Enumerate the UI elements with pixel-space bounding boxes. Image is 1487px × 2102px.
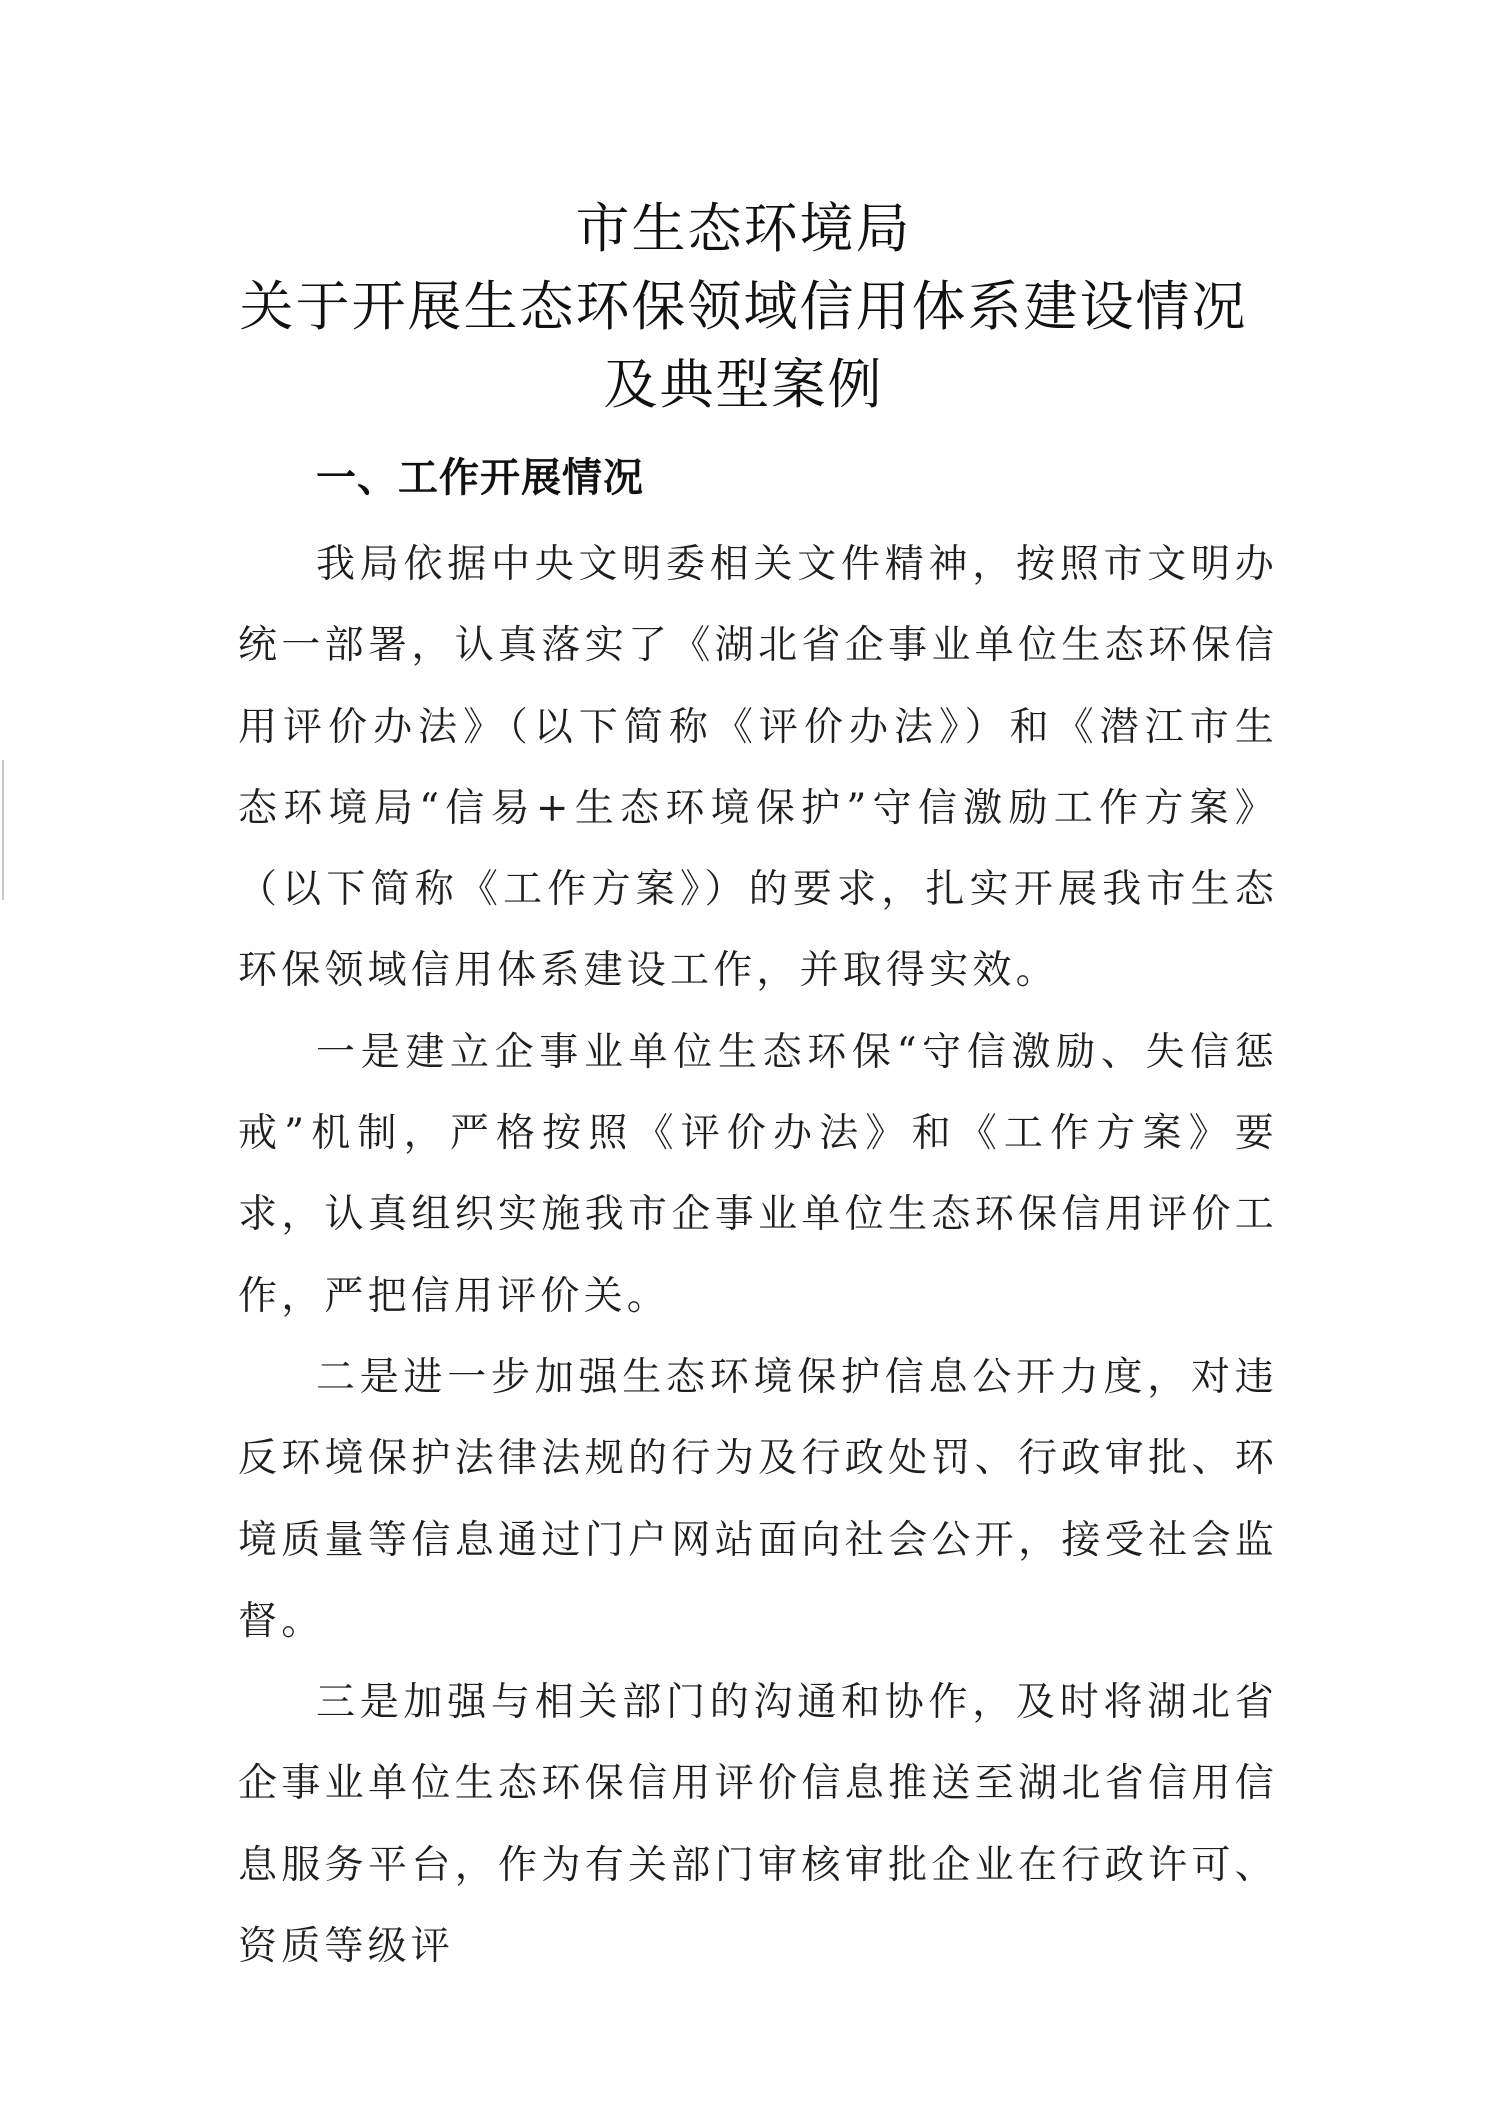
document-title <box>0 190 1487 424</box>
title-line-3: 及典型案例 <box>603 353 884 416</box>
title-line-1: 市生态环境局 <box>575 197 912 260</box>
scan-edge-mark <box>2 760 4 900</box>
paragraph-point-3: 三是加强与相关部门的沟通和协作，及时将湖北省企事业单位生态环保信用评价信息推送至湖北省信用信息服务平台，作为有关部门审核审批企业在行政许可、资质等级评 <box>238 1680 1278 1970</box>
paragraph-intro: 我局依据中央文明委相关文件精神，按照市文明办统一部署，认真落实了《湖北省企事业单位生态环保信用评价办法》（以下简称《评价办法》）和《潜江市生态环境局“信易+生态环境保护”守信激励工作方案》（以下简称《工作方案》）的要求，扎实开展我市生态环保领域信用体系建设工作，并取得实效。 <box>238 542 1278 994</box>
paragraph-point-1: 一是建立企事业单位生态环保“守信激励、失信惩戒”机制，严格按照《评价办法》和《工作方案》要求，认真组织实施我市企事业单位生态环保信用评价工作，严把信用评价关。 <box>238 1029 1278 1319</box>
paragraph-point-2: 二是进一步加强生态环境保护信息公开力度，对违反环境保护法律法规的行为及行政处罚、行政审批、环境质量等信息通过门户网站面向社会公开，接受社会监督。 <box>238 1354 1278 1644</box>
document-body <box>238 524 1278 1987</box>
section-heading: 一、工作开展情况 <box>316 455 644 501</box>
title-line-2: 关于开展生态环保领域信用体系建设情况 <box>239 275 1248 338</box>
